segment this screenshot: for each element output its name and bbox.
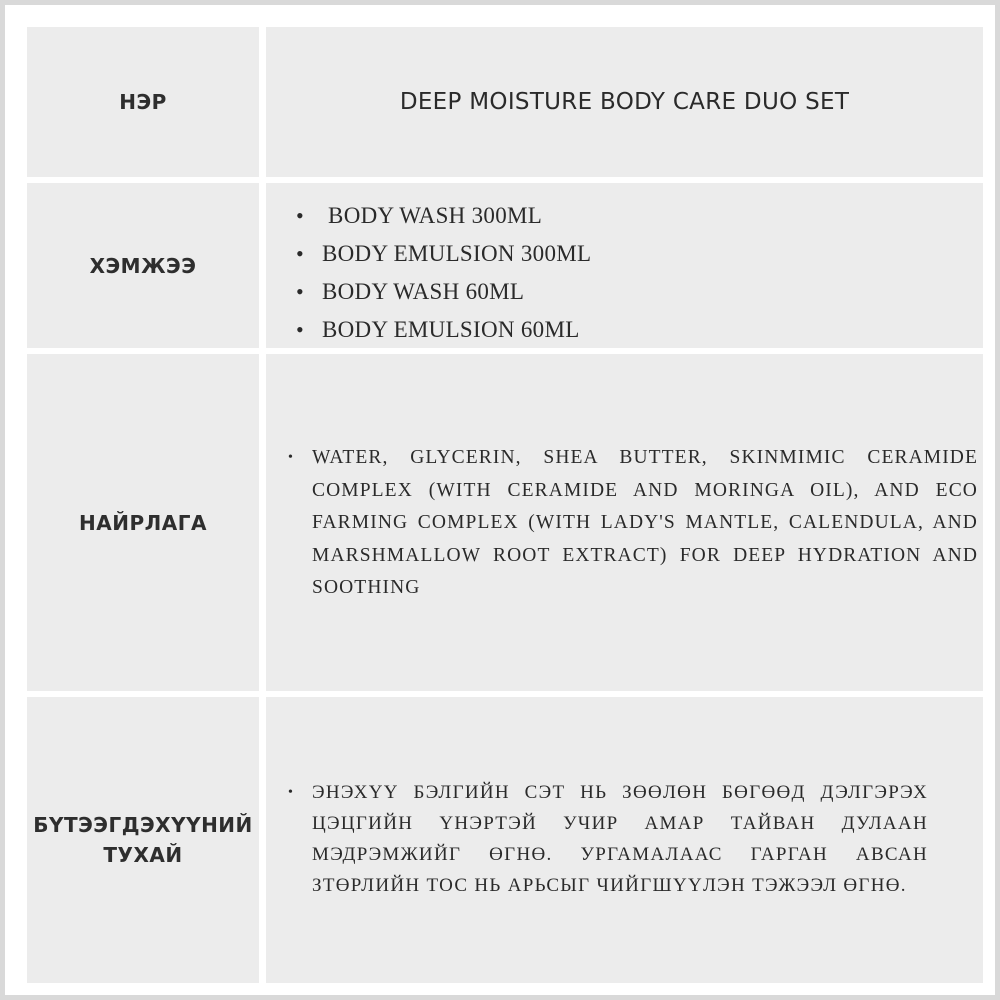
- list-item: • BODY WASH 300ML: [296, 197, 591, 235]
- list-item: • BODY EMULSION 300ML: [296, 235, 591, 273]
- size-list: [296, 197, 591, 349]
- ingredients-value-cell: [266, 354, 983, 691]
- size-label-cell: [27, 183, 259, 348]
- product-name: DEEP MOISTURE BODY CARE DUO SET: [399, 89, 850, 115]
- ingredients-paragraph: [288, 442, 978, 605]
- list-item: • BODY WASH 60ML: [296, 273, 591, 311]
- about-value-cell: [266, 697, 983, 983]
- ingredients-text: WATER, GLYCERIN, SHEA BUTTER, SKINMIMIC CERAMIDE COMPLEX (WITH CERAMIDE AND MORINGA OIL), AND ECO FARMING COMPLEX (WITH LADY'S MANTLE, CALENDULA, AND MARSHMALLOW ROOT EXTRACT) FOR DEEP HYDRATION AND SOOTHING: [312, 447, 978, 598]
- bullet-icon: •: [288, 785, 293, 800]
- ingredients-label-cell: [27, 354, 259, 691]
- name-value-cell: [266, 27, 983, 177]
- about-label: БҮТЭЭГДЭХҮҮНИЙ ТУХАЙ: [33, 813, 253, 867]
- name-label-cell: [27, 27, 259, 177]
- about-label-cell: [27, 697, 259, 983]
- bullet-icon: •: [288, 450, 293, 465]
- ingredients-label: НАЙРЛАГА: [79, 510, 207, 535]
- list-item: • BODY EMULSION 60ML: [296, 311, 591, 349]
- size-value-cell: [266, 183, 983, 348]
- bullet-icon: •: [296, 203, 305, 228]
- bullet-icon: •: [296, 241, 305, 266]
- bullet-icon: •: [296, 279, 305, 304]
- bullet-icon: •: [296, 317, 305, 342]
- about-text: ЭНЭХҮҮ БЭЛГИЙН СЭТ НЬ ЗӨӨЛӨН БӨГӨӨД ДЭЛГЭРЭХ ЦЭЦГИЙН ҮНЭРТЭЙ УЧИР АМАР ТАЙВАН ДУЛААН МЭДРЭМЖИЙГ ӨГНӨ. УРГАМАЛААС ГАРГАН АВСАН ЗТӨРЛИЙН ТОС НЬ АРЬСЫГ ЧИЙГШҮҮЛЭН ТЭЖЭЭЛ ӨГНӨ.: [312, 782, 928, 896]
- size-label: ХЭМЖЭЭ: [89, 253, 197, 278]
- about-paragraph: [288, 777, 928, 901]
- name-label: НЭР: [119, 90, 167, 114]
